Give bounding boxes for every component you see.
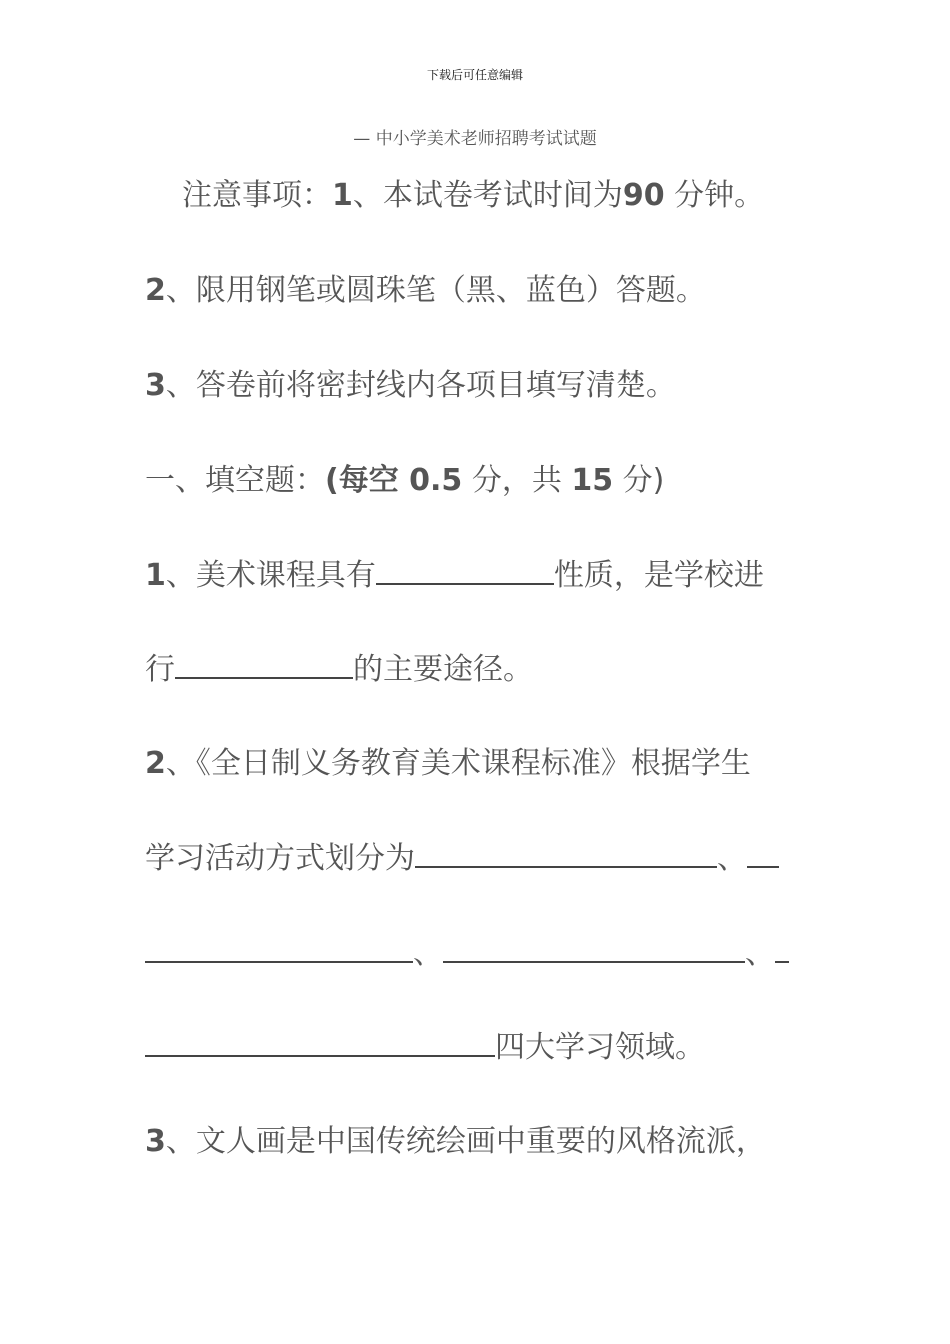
question-1-text-d: 的主要途径。	[353, 652, 533, 687]
section-paren-close: 分)	[613, 463, 665, 498]
question-2-line-4	[145, 1028, 705, 1068]
question-1-number: 1	[145, 558, 166, 593]
header-note: 下载后可任意编辑	[426, 68, 523, 82]
section-title	[145, 461, 664, 501]
notice-line-3	[145, 366, 676, 406]
question-2-line-1	[145, 744, 751, 784]
section-total-score: 15	[571, 463, 614, 498]
notice-number-3: 3	[145, 368, 166, 403]
separator: 、	[413, 936, 443, 971]
answer-blank[interactable]	[747, 840, 779, 868]
answer-blank[interactable]	[145, 935, 413, 963]
section-paren-open: (每空	[325, 463, 410, 498]
notice-line-1	[182, 176, 764, 216]
notice-label: 注意事项：	[182, 178, 332, 213]
notice-text-3: 、答卷前将密封线内各项目填写清楚。	[165, 368, 676, 403]
section-score-per-blank: 0.5	[409, 463, 463, 498]
question-3-line-1	[145, 1122, 766, 1162]
question-1-text-c: 行	[145, 652, 175, 687]
question-2-line-2	[145, 839, 779, 879]
exam-subtitle: — 中小学美术老师招聘考试试题	[353, 129, 597, 149]
question-2-text-b: 学习活动方式划分为	[145, 841, 415, 876]
answer-blank[interactable]	[415, 840, 717, 868]
exam-duration: 90	[622, 178, 665, 213]
notice-number-1: 1	[332, 178, 353, 213]
question-2-text-end: 四大学习领域。	[495, 1030, 705, 1065]
notice-number-2: 2	[145, 273, 166, 308]
answer-blank[interactable]	[376, 557, 554, 585]
answer-blank[interactable]	[175, 651, 353, 679]
answer-blank[interactable]	[443, 935, 745, 963]
notice-text-1: 、本试卷考试时间为	[352, 178, 623, 213]
section-score-text: 分，共	[462, 463, 572, 498]
question-2-text-a: 、《全日制义务教育美术课程标准》根据学生	[165, 746, 751, 781]
question-1-line-2	[145, 650, 533, 690]
question-1-line-1	[145, 556, 764, 596]
answer-blank[interactable]	[775, 935, 789, 963]
question-1-text-b: 性质，是学校进	[553, 558, 764, 593]
notice-text-1-end: 分钟。	[664, 178, 765, 213]
answer-blank[interactable]	[145, 1029, 495, 1057]
question-3-text-a: 、文人画是中国传统绘画中重要的风格流派，	[165, 1124, 766, 1159]
section-heading: 一、填空题：	[145, 463, 325, 498]
notice-line-2	[145, 271, 706, 311]
question-3-number: 3	[145, 1124, 166, 1159]
separator: 、	[745, 936, 775, 971]
separator: 、	[717, 841, 747, 876]
question-1-text-a: 、美术课程具有	[165, 558, 376, 593]
question-2-number: 2	[145, 746, 166, 781]
question-2-line-3	[145, 934, 789, 974]
notice-text-2: 、限用钢笔或圆珠笔（黑、蓝色）答题。	[165, 273, 706, 308]
